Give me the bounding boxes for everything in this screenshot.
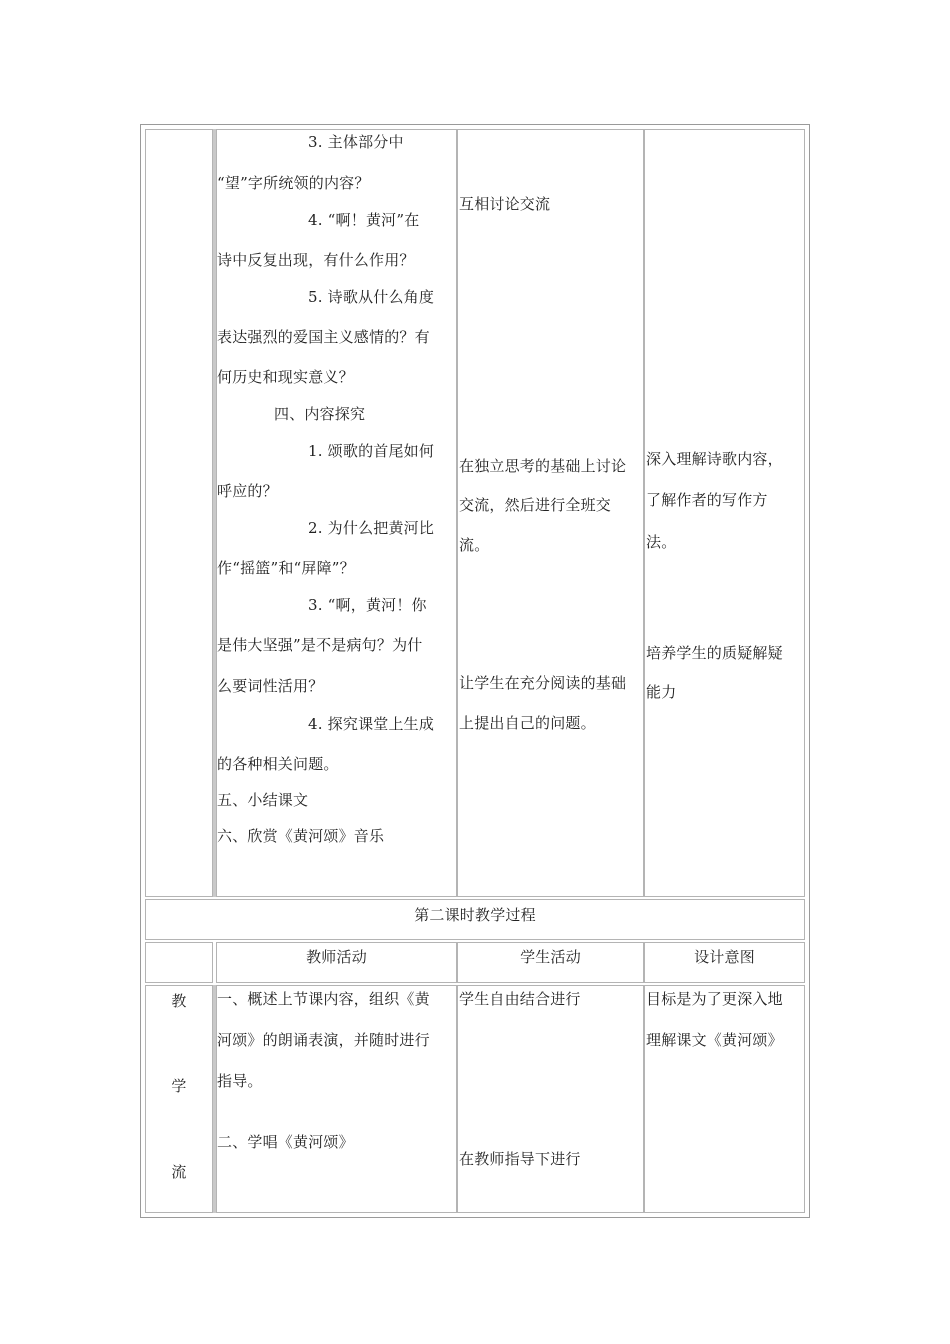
design-line: 法。 [646,533,677,551]
design-line: 了解作者的写作方 [646,491,768,509]
teacher-line: 一、概述上节课内容，组织《黄 [217,990,430,1008]
header-teacher: 教师活动 [306,948,367,966]
teacher-line: 是伟大坚强”是不是病句？为什 [217,636,423,654]
side-cell-top [145,129,213,897]
header-design: 设计意图 [694,948,755,966]
header-student: 学生活动 [520,948,581,966]
design-line: 深入理解诗歌内容， [646,450,783,468]
teacher-line: 表达强烈的爱国主义感情的？有 [217,328,430,346]
header-side-cell [145,942,213,983]
teacher-line: 河颂》的朗诵表演，并随时进行 [217,1031,430,1049]
design-line: 理解课文《黄河颂》 [646,1031,783,1049]
student-line: 互相讨论交流 [459,195,551,213]
design-cell-top [644,129,805,897]
student-line: 流。 [459,536,490,554]
side-char: 教 [171,992,187,1010]
teacher-line: 4. 探究课堂上生成 [308,715,435,733]
section-heading: 六、欣赏《黄河颂》音乐 [217,827,385,845]
teacher-line: 指导。 [217,1072,263,1090]
teacher-line: 么要词性活用？ [217,677,324,695]
student-cell-bottom [457,985,644,1213]
teacher-line: 二、学唱《黄河颂》 [217,1133,354,1151]
teacher-line: 4. “啊！黄河”在 [308,211,420,229]
teacher-line: 2. 为什么把黄河比 [308,519,435,537]
teacher-line: 何历史和现实意义？ [217,368,354,386]
student-line: 在独立思考的基础上讨论 [459,457,627,475]
teacher-line: 5. 诗歌从什么角度 [308,288,435,306]
teacher-cell-bottom [216,985,457,1213]
design-line: 能力 [646,683,677,701]
student-line: 上提出自己的问题。 [459,714,596,732]
student-line: 在教师指导下进行 [459,1150,581,1168]
section-heading: 五、小结课文 [217,791,309,809]
design-cell-bottom [644,985,805,1213]
student-line: 交流，然后进行全班交 [459,496,612,514]
section-heading: 四、内容探究 [274,405,366,423]
side-char: 流 [171,1163,187,1181]
teacher-cell-top [216,129,457,897]
section-title: 第二课时教学过程 [414,906,536,924]
teacher-line: 的各种相关问题。 [217,755,339,773]
teacher-line: 1. 颂歌的首尾如何 [308,442,435,460]
teacher-line: 3. “啊，黄河！你 [308,596,427,614]
teacher-line: 3. 主体部分中 [308,133,404,151]
teacher-line: “望”字所统领的内容？ [217,174,370,192]
student-line: 让学生在充分阅读的基础 [459,674,627,692]
design-line: 目标是为了更深入地 [646,990,783,1008]
side-char: 学 [171,1077,187,1095]
teacher-line: 诗中反复出现，有什么作用？ [217,251,415,269]
student-line: 学生自由结合进行 [459,990,581,1008]
teacher-line: 呼应的？ [217,482,278,500]
design-line: 培养学生的质疑解疑 [646,644,783,662]
teacher-line: 作“摇篮”和“屏障”？ [217,559,355,577]
